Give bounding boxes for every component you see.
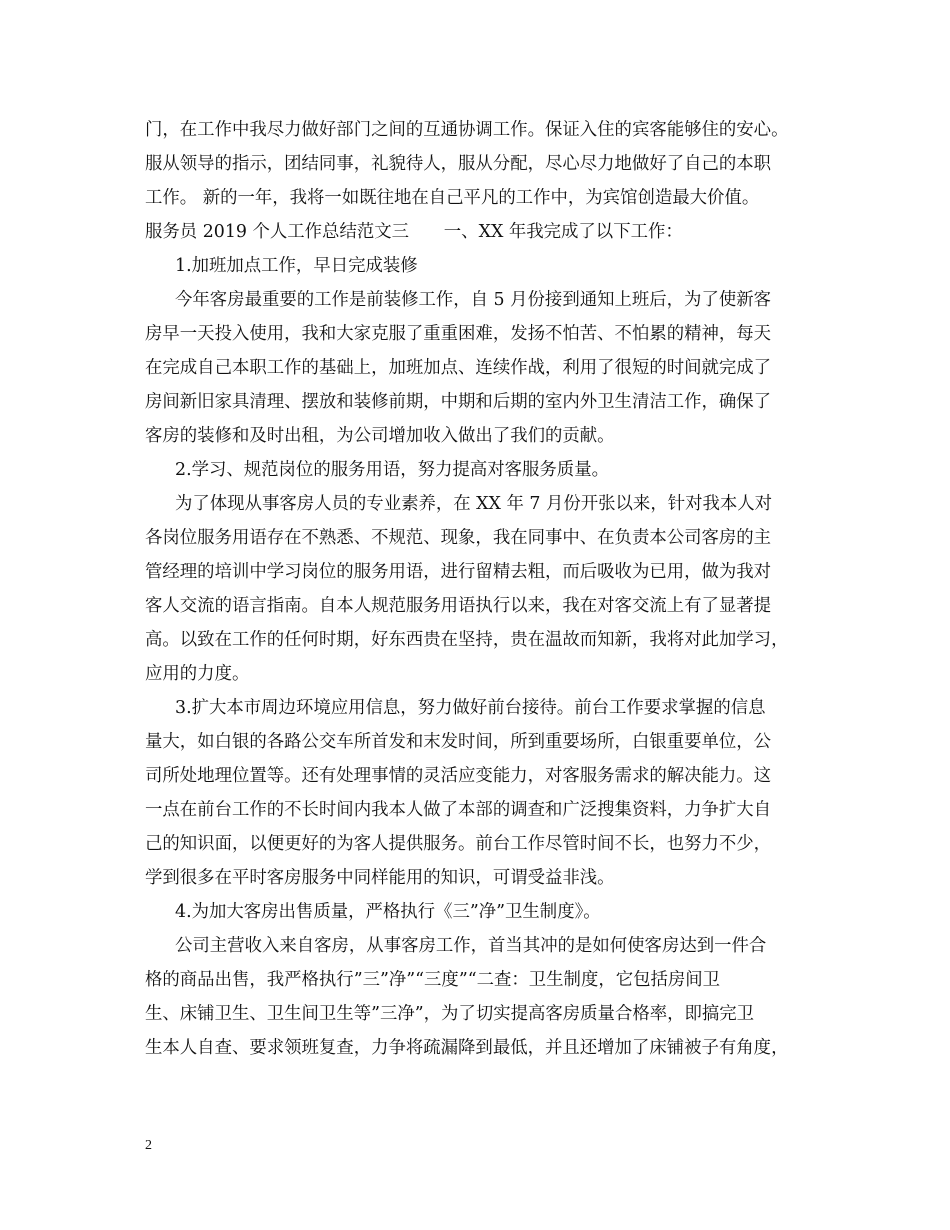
text-line: 为了体现从事客房人员的专业素养，在 XX 年 7 月份开张以来，针对我本人对	[175, 494, 773, 514]
text-line: 格的商品出售，我严格执行”三”净”“三度”“二查：卫生制度，它包括房间卫	[145, 970, 721, 990]
text-line: 在完成自己本职工作的基础上，加班加点、连续作战，利用了很短的时间就完成了	[145, 358, 772, 378]
list-heading: 3.扩大本市周边环境应用信息，努力做好前台接待。前台工作要求掌握的信息	[175, 698, 766, 718]
text-line: 生、床铺卫生、卫生间卫生等”三净”，为了切实提高客房质量合格率，即搞完卫	[145, 1004, 755, 1024]
text-line: 一点在前台工作的不长时间内我本人做了本部的调查和广泛搜集资料，力争扩大自	[145, 800, 772, 820]
list-heading: 1.加班加点工作，早日完成装修	[175, 256, 418, 276]
text-line: 高。以致在工作的任何时期，好东西贵在坚持，贵在温故而知新，我将对此加学习，	[145, 630, 789, 650]
text-line: 公司主营收入来自客房，从事客房工作，首当其冲的是如何使客房达到一件合	[175, 936, 767, 956]
section-heading: 服务员 2019 个人工作总结范文三 一、XX 年我完成了以下工作：	[145, 222, 683, 242]
list-heading: 2.学习、规范岗位的服务用语，努力提高对客服务质量。	[175, 460, 609, 480]
text-line: 客人交流的语言指南。自本人规范服务用语执行以来，我在对客交流上有了显著提	[145, 596, 772, 616]
text-line: 客房的装修和及时出租，为公司增加收入做出了我们的贡献。	[145, 426, 615, 446]
text-line: 学到很多在平时客房服务中同样能用的知识，可谓受益非浅。	[145, 868, 615, 888]
text-line: 量大，如白银的各路公交车所首发和末发时间，所到重要场所，白银重要单位，公	[145, 732, 772, 752]
text-line: 服从领导的指示，团结同事，礼貌待人，服从分配，尽心尽力地做好了自己的本职	[145, 154, 772, 174]
text-line: 工作。 新的一年，我将一如既往地在自己平凡的工作中，为宾馆创造最大价值。	[145, 188, 760, 208]
text-line: 各岗位服务用语存在不熟悉、不规范、现象，我在同事中、在负责本公司客房的主	[145, 528, 772, 548]
text-line: 房间新旧家具清理、摆放和装修前期，中期和后期的室内外卫生清洁工作，确保了	[145, 392, 772, 412]
text-line: 应用的力度。	[145, 664, 250, 684]
text-line: 今年客房最重要的工作是前装修工作，自 5 月份接到通知上班后，为了使新客	[175, 290, 772, 310]
text-line: 管经理的培训中学习岗位的服务用语，进行留精去粗，而后吸收为已用，做为我对	[145, 562, 772, 582]
page-number: 2	[145, 1138, 152, 1153]
text-line: 生本人自查、要求领班复查，力争将疏漏降到最低，并且还增加了床铺被子有角度，	[145, 1038, 789, 1058]
list-heading: 4.为加大客房出售质量，严格执行《三”净”卫生制度》。	[175, 902, 601, 922]
text-line: 房早一天投入使用，我和大家克服了重重困难，发扬不怕苦、不怕累的精神，每天	[145, 324, 772, 344]
text-line: 司所处地理位置等。还有处理事情的灵活应变能力，对客服务需求的解决能力。这	[145, 766, 772, 786]
text-line: 己的知识面，以便更好的为客人提供服务。前台工作尽管时间不长，也努力不少，	[145, 834, 772, 854]
text-line: 门，在工作中我尽力做好部门之间的互通协调工作。保证入住的宾客能够住的安心。	[145, 120, 789, 140]
